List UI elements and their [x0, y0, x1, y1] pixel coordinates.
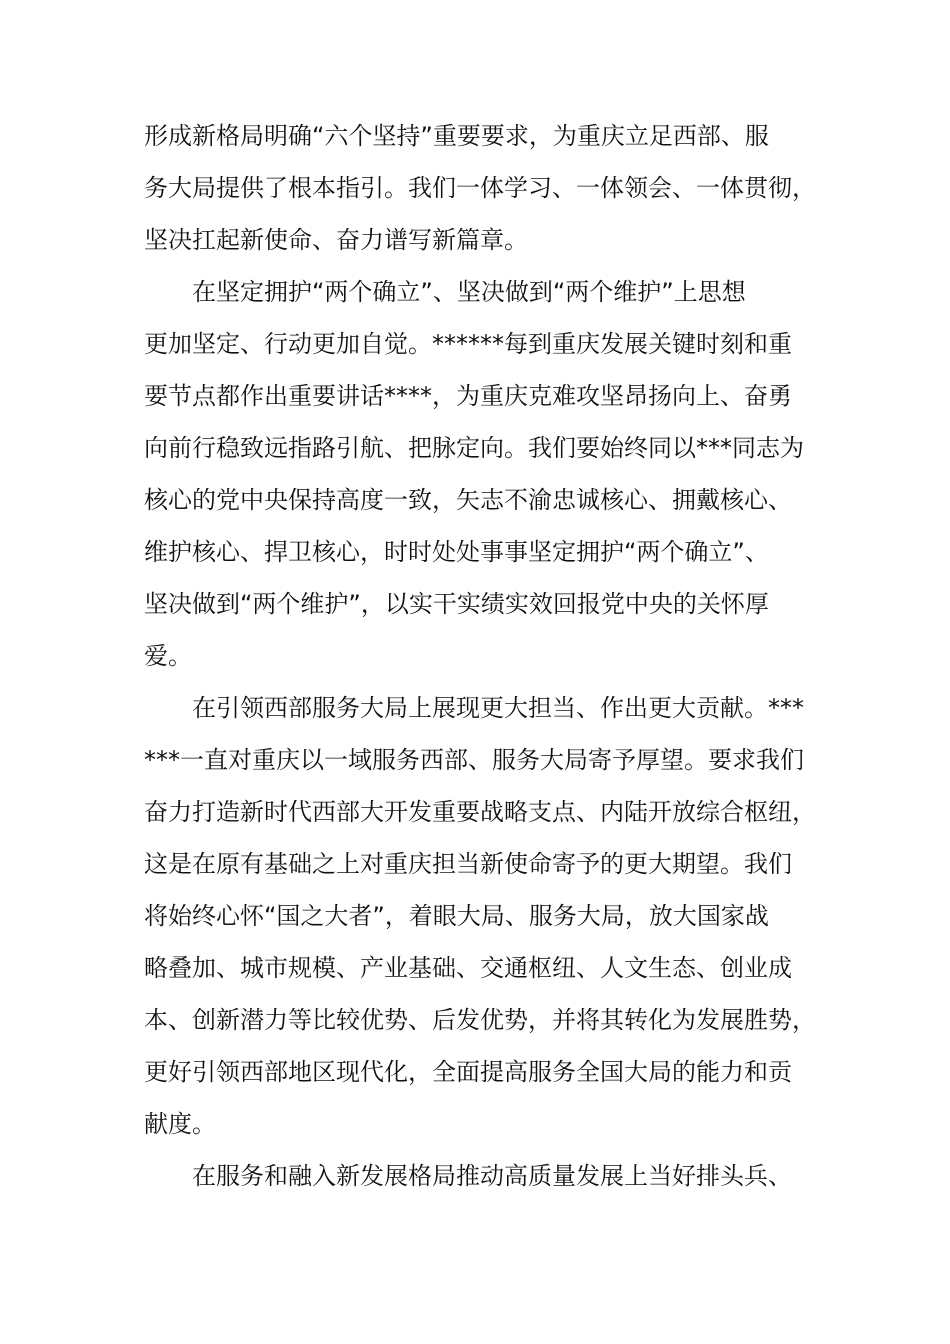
text-line: 坚决做到“两个维护”，以实干实绩实效回报党中央的关怀厚 [144, 590, 769, 618]
text-line: 这是在原有基础之上对重庆担当新使命寄予的更大期望。我们 [144, 850, 792, 878]
text-line: 形成新格局明确“六个坚持”重要要求，为重庆立足西部、服 [144, 122, 769, 150]
text-line: 献度。 [144, 1110, 216, 1138]
text-line: 坚决扛起新使命、奋力谱写新篇章。 [144, 226, 528, 254]
text-line: 本、创新潜力等比较优势、后发优势，并将其转化为发展胜势， [144, 1006, 816, 1034]
text-line: 向前行稳致远指路引航、把脉定向。我们要始终同以***同志为 [144, 434, 804, 462]
text-line: 将始终心怀“国之大者”，着眼大局、服务大局，放大国家战 [144, 902, 769, 930]
paragraph-start-line: 在引领西部服务大局上展现更大担当、作出更大贡献。*** [192, 694, 804, 722]
text-line: 略叠加、城市规模、产业基础、交通枢纽、人文生态、创业成 [144, 954, 792, 982]
text-line: 务大局提供了根本指引。我们一体学习、一体领会、一体贯彻， [144, 174, 816, 202]
text-line: 更好引领西部地区现代化，全面提高服务全国大局的能力和贡 [144, 1058, 792, 1086]
text-line: 核心的党中央保持高度一致，矢志不渝忠诚核心、拥戴核心、 [144, 486, 792, 514]
text-line: 维护核心、捍卫核心，时时处处事事坚定拥护“两个确立”、 [144, 538, 769, 566]
text-line: 爱。 [144, 642, 192, 670]
paragraph-start-line: 在服务和融入新发展格局推动高质量发展上当好排头兵、 [192, 1162, 792, 1190]
document-body [144, 110, 824, 1202]
text-line: 要节点都作出重要讲话****，为重庆克难攻坚昂扬向上、奋勇 [144, 382, 792, 410]
text-line: 更加坚定、行动更加自觉。******每到重庆发展关键时刻和重 [144, 330, 792, 358]
paragraph-start-line: 在坚定拥护“两个确立”、坚决做到“两个维护”上思想 [192, 278, 746, 306]
text-line: ***一直对重庆以一域服务西部、服务大局寄予厚望。要求我们 [144, 746, 804, 774]
text-line: 奋力打造新时代西部大开发重要战略支点、内陆开放综合枢纽， [144, 798, 816, 826]
